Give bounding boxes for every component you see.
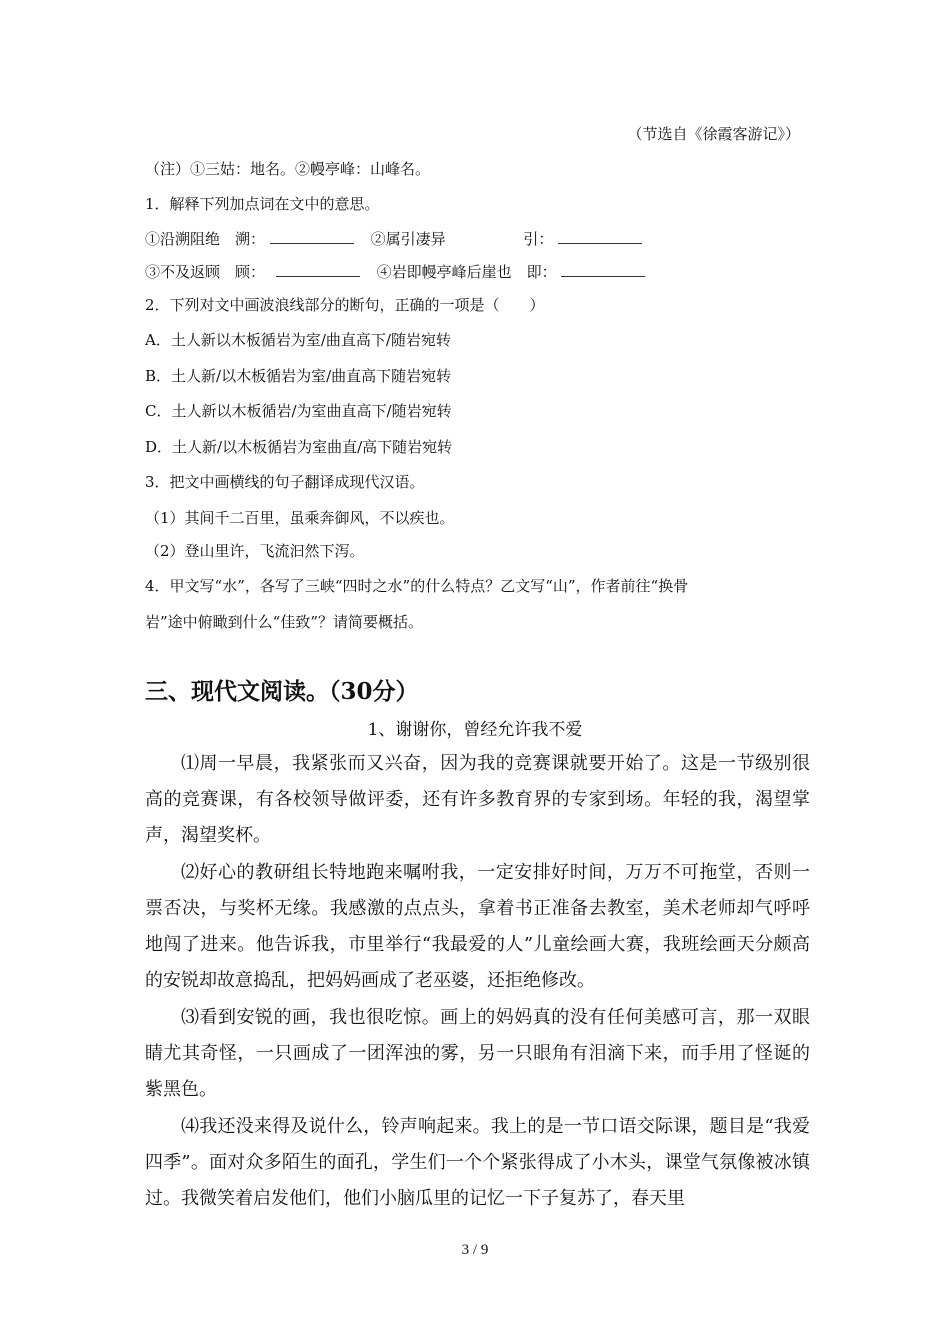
question-4-line-1: 4．甲文写“水”，各写了三峡“四时之水”的什么特点？乙文写“山”，作者前往“换骨 xyxy=(145,577,689,595)
paragraph-2: ⑵好心的教研组长特地跑来嘱咐我，一定安排好时间，万万不可拖堂，否则一票否决，与奖杯无缘。我感激的点点头，拿着书正准备去教室，美术老师却气呼呼地闯了进来。他告诉我，市里举行“我最爱的人”儿童绘画大赛，我班绘画天分颇高的安锐却故意捣乱，把妈妈画成了老巫婆，还拒绝修改。 xyxy=(145,862,810,991)
q1-item-a-blank[interactable] xyxy=(270,229,354,244)
question-2-option-c: C．土人新以木板循岩/为室曲直高下/随岩宛转 xyxy=(145,402,452,420)
q1-item-b-blank[interactable] xyxy=(558,229,642,244)
question-2-option-d: D．土人新/以木板循岩为室曲直/高下随岩宛转 xyxy=(145,438,453,456)
q1-item-d-label: ④岩即幔亭峰后崖也 即： xyxy=(376,263,557,281)
page-number: 3 / 9 xyxy=(461,1242,489,1258)
question-4-line-2: 岩”途中俯瞰到什么“佳致”？请简要概括。 xyxy=(145,613,424,631)
article-title: 1、谢谢你，曾经允许我不爱 xyxy=(367,720,583,740)
section-heading: 三、现代文阅读。（30分） xyxy=(145,678,419,705)
q1-item-a-label: ①沿溯阻绝 溯： xyxy=(145,230,266,248)
question-1-row-1 xyxy=(145,229,810,249)
q1-item-b-label: ②属引凄异 xyxy=(370,230,446,248)
paragraph-1: ⑴周一早晨，我紧张而又兴奋，因为我的竞赛课就要开始了。这是一节级别很高的竞赛课，有各校领导做评委，还有许多教育界的专家到场。年轻的我，渴望掌声，渴望奖杯。 xyxy=(145,753,810,846)
source-citation: （节选自《徐霞客游记》） xyxy=(627,125,800,143)
paragraph-4: ⑷我还没来得及说什么，铃声响起来。我上的是一节口语交际课，题目是“我爱四季”。面对众多陌生的面孔，学生们一个个紧张得成了小木头，课堂气氛像被冰镇过。我微笑着启发他们，他们小脑瓜里的记忆一下子复苏了，春天里 xyxy=(145,1116,810,1209)
question-3-stem: 3．把文中画横线的句子翻译成现代汉语。 xyxy=(145,473,425,491)
question-3-sentence-1: （1）其间千二百里，虽乘奔御风，不以疾也。 xyxy=(145,509,455,527)
annotation-note: （注）①三姑：地名。②幔亭峰：山峰名。 xyxy=(145,160,431,178)
question-1-stem: 1．解释下列加点词在文中的意思。 xyxy=(145,195,380,213)
question-2-stem: 2．下列对文中画波浪线部分的断句，正确的一项是（ ） xyxy=(145,296,545,314)
question-1-row-2 xyxy=(145,262,810,282)
q1-item-b-word: 引： xyxy=(523,230,554,248)
question-3-sentence-2: （2）登山里许，飞流汩然下泻。 xyxy=(145,542,365,560)
question-2-option-a: A．土人新以木板循岩为室/曲直高下/随岩宛转 xyxy=(145,331,451,349)
paragraph-3: ⑶看到安锐的画，我也很吃惊。画上的妈妈真的没有任何美感可言，那一双眼睛尤其奇怪，一只画成了一团浑浊的雾，另一只眼角有泪滴下来，而手用了怪诞的紫黑色。 xyxy=(145,1007,810,1100)
q1-item-d-blank[interactable] xyxy=(561,262,645,277)
question-2-option-b: B．土人新/以木板循岩为室/曲直高下随岩宛转 xyxy=(145,367,452,385)
q1-item-c-blank[interactable] xyxy=(276,262,360,277)
q1-item-c-label: ③不及返顾 顾： xyxy=(145,263,266,281)
